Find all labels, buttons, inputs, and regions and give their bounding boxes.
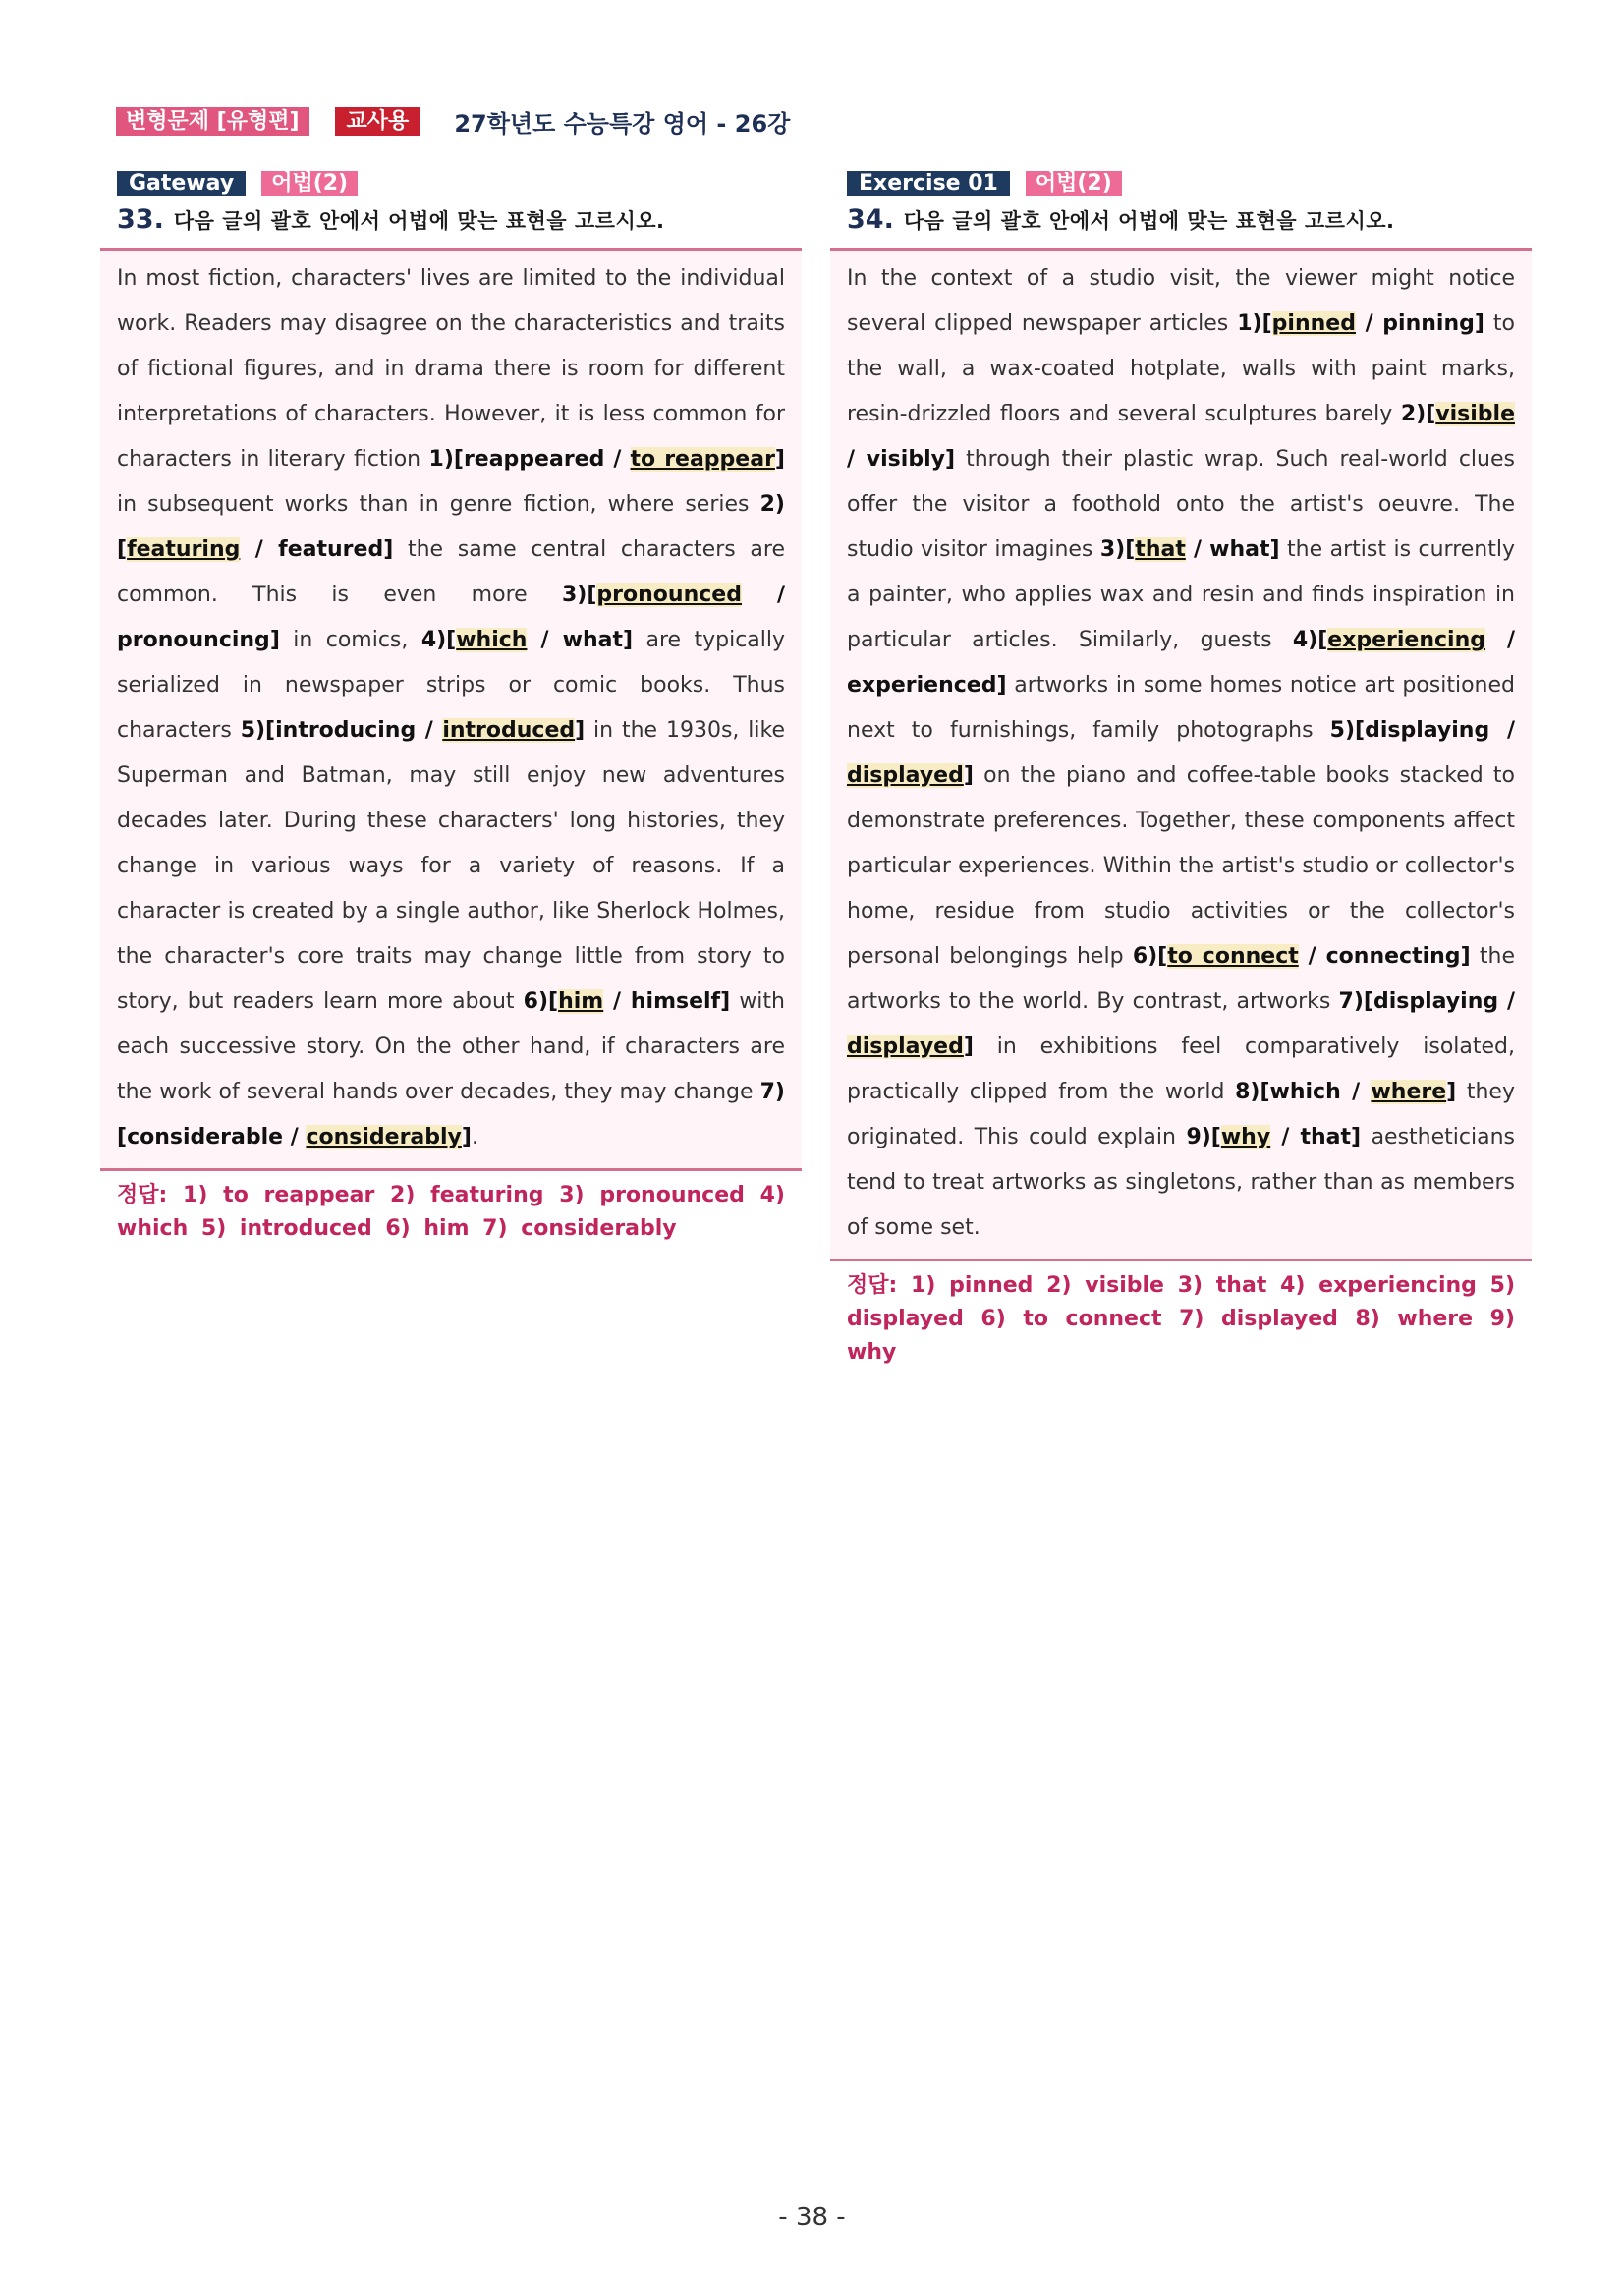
answer-key: 정답: 1) pinned 2) visible 3) that 4) experiencing 5) displayed 6) to connect 7) displayed 8) where 9) why <box>847 1273 1515 1365</box>
correct-answer: visible <box>1435 402 1515 426</box>
choice-option: ] <box>720 989 731 1014</box>
choice-option: pinning <box>1382 311 1475 336</box>
choice-option: / <box>283 1125 307 1149</box>
choice-option: / <box>527 628 563 652</box>
question-number: 33. <box>117 204 164 235</box>
passage-text: . <box>471 1125 478 1149</box>
passage-text: the artworks to the world. By contrast, artworks <box>847 944 1515 1014</box>
teacher-tag: 교사용 <box>335 107 421 136</box>
choice-option: that <box>1300 1125 1352 1149</box>
choice-option: 6)[ <box>1132 944 1168 969</box>
choice-option: ] <box>996 673 1007 698</box>
choice-option: 1)[ <box>428 447 464 472</box>
choice-option: 1)[ <box>1237 311 1272 336</box>
passage-text: in the 1930s, like Superman and Batman, may still enjoy new adventures decades later. During these characters' long histories, they change in various ways for a variety of reasons. If a character is created by a single author, like Sherlock Holmes, the character's core traits may change little from story to story, but readers learn more about <box>117 718 785 1014</box>
question-number: 34. <box>847 204 894 235</box>
choice-option: ] <box>944 447 956 472</box>
passage-text: are typically serialized in newspaper strips or comic books. Thus characters <box>117 628 786 743</box>
choice-option: 2)[ <box>117 492 785 562</box>
choice-option: / <box>847 447 867 472</box>
choice-option: ] <box>1351 1125 1362 1149</box>
choice-option: 8)[ <box>1235 1080 1270 1104</box>
passage-text: through their plastic wrap. Such real-world clues offer the visitor a foothold onto the artist's oeuvre. The studio visitor imagines <box>847 447 1515 562</box>
choice-option: / <box>1489 718 1515 743</box>
choice-option: which <box>1269 1080 1341 1104</box>
correct-answer: to connect <box>1167 944 1299 969</box>
choice-option: / <box>603 989 631 1014</box>
passage-text: In most fiction, characters' lives are limited to the individual work. Readers may disagree on the characteristics and traits of fictional figures, and in drama there is room for different interpretations of characters. However, it is less common for characters in literary fiction <box>117 266 785 472</box>
correct-answer: introduced <box>442 718 576 743</box>
choice-option: 2)[ <box>1400 402 1436 426</box>
page-number: - 38 - <box>778 2203 846 2232</box>
question-labels <box>100 171 802 196</box>
choice-option: ] <box>1474 311 1484 336</box>
choice-option: himself <box>630 989 721 1014</box>
correct-answer: experiencing <box>1327 628 1486 652</box>
passage-text: on the piano and coffee-table books stacked to demonstrate preferences. Together, these components affect particular experiences. Within the artist's studio or collector's home, residue from studio activities or the collector's personal belongings help <box>847 763 1515 969</box>
choice-option: considerable <box>127 1125 284 1149</box>
question-instruction: 다음 글의 괄호 안에서 어법에 맞는 표현을 고르시오. <box>903 209 1395 233</box>
choice-option: 3)[ <box>1099 537 1136 562</box>
choice-option: / <box>741 583 785 607</box>
choice-option: / <box>1185 537 1210 562</box>
page-header <box>116 106 790 136</box>
choice-option: 4)[ <box>420 628 457 652</box>
passage-text: the same central characters are common. This is even more <box>117 537 785 607</box>
question-title <box>830 204 1532 240</box>
choice-option: / <box>1355 311 1383 336</box>
correct-answer: that <box>1135 537 1186 562</box>
choice-option: ] <box>1269 537 1280 562</box>
grammar-label: 어법(2) <box>261 171 358 196</box>
question-labels <box>830 171 1532 196</box>
choice-option: / <box>1485 628 1515 652</box>
choice-option: ] <box>963 763 974 788</box>
choice-option: ] <box>269 628 280 652</box>
choice-option: / <box>1298 944 1326 969</box>
passage-text: in subsequent works than in genre fiction, where series <box>117 492 760 517</box>
gateway-label: Gateway <box>117 171 246 196</box>
exercise-label: Exercise 01 <box>847 171 1010 196</box>
choice-option: / <box>1498 989 1515 1014</box>
passage-text: In the context of a studio visit, the viewer might notice several clipped newspaper articles <box>847 266 1515 336</box>
choice-option: experienced <box>847 673 997 698</box>
passage-text: artworks in some homes notice art positioned next to furnishings, family photographs <box>847 673 1515 743</box>
choice-option: 9)[ <box>1186 1125 1221 1149</box>
choice-option: ] <box>774 447 785 472</box>
choice-option: ] <box>383 537 394 562</box>
choice-option: 7)[ <box>117 1080 785 1149</box>
passage-text: they originated. This could explain <box>847 1080 1515 1149</box>
choice-option: / <box>604 447 631 472</box>
choice-option: ] <box>963 1035 974 1059</box>
passage-text: to the wall, a wax-coated hotplate, walls with paint marks, resin-drizzled floors and several sculptures barely <box>847 311 1515 426</box>
question-33-column <box>100 171 802 1246</box>
choice-option: 6)[ <box>523 989 559 1014</box>
correct-answer: considerably <box>306 1125 462 1149</box>
choice-option: 5)[ <box>240 718 276 743</box>
correct-answer: to reappear <box>630 447 775 472</box>
choice-option: introducing <box>275 718 417 743</box>
choice-option: ] <box>623 628 634 652</box>
passage-text: with each successive story. On the other hand, if characters are the work of several hands over decades, they may change <box>117 989 785 1104</box>
correct-answer: displayed <box>847 763 964 788</box>
passage-text: the artist is currently a painter, who applies wax and resin and finds inspiration in particular articles. Similarly, guests <box>847 537 1515 652</box>
correct-answer: which <box>456 628 528 652</box>
header-title: 27학년도 수능특강 영어 - 26강 <box>454 109 791 138</box>
choice-option: 5)[ <box>1329 718 1366 743</box>
choice-option: ] <box>1460 944 1471 969</box>
type-tag: 변형문제 [유형편] <box>116 107 309 136</box>
grammar-label: 어법(2) <box>1026 171 1122 196</box>
choice-option: featured <box>278 537 384 562</box>
choice-option: 7)[ <box>1338 989 1373 1014</box>
choice-option: connecting <box>1325 944 1461 969</box>
choice-option: 4)[ <box>1292 628 1328 652</box>
question-title <box>100 204 802 240</box>
question-instruction: 다음 글의 괄호 안에서 어법에 맞는 표현을 고르시오. <box>173 209 665 233</box>
correct-answer: featuring <box>127 537 241 562</box>
choice-option: ] <box>1446 1080 1457 1104</box>
correct-answer: pinned <box>1271 311 1356 336</box>
passage-text: aestheticians tend to treat artworks as singletons, rather than as members of some set. <box>847 1125 1515 1240</box>
choice-option: what <box>562 628 624 652</box>
choice-option: ] <box>575 718 586 743</box>
choice-option: displaying <box>1365 718 1490 743</box>
choice-option: reappeared <box>463 447 605 472</box>
passage-text: in comics, <box>279 628 421 652</box>
correct-answer: him <box>558 989 604 1014</box>
choice-option: / <box>1270 1125 1301 1149</box>
choice-option: / <box>240 537 279 562</box>
question-34-column <box>830 171 1532 1370</box>
correct-answer: why <box>1220 1125 1271 1149</box>
choice-option: / <box>1340 1080 1372 1104</box>
correct-answer: displayed <box>847 1035 964 1059</box>
passage-box <box>100 248 802 1171</box>
choice-option: visibly <box>866 447 945 472</box>
choice-option: ] <box>461 1125 472 1149</box>
answer-key: 정답: 1) to reappear 2) featuring 3) pronounced 4) which 5) introduced 6) him 7) considerably <box>117 1183 785 1241</box>
choice-option: displaying <box>1372 989 1499 1014</box>
correct-answer: pronounced <box>596 583 742 607</box>
choice-option: pronouncing <box>117 628 270 652</box>
passage-box <box>830 248 1532 1261</box>
choice-option: 3)[ <box>562 583 597 607</box>
choice-option: what <box>1209 537 1270 562</box>
choice-option: / <box>416 718 443 743</box>
passage-text: in exhibitions feel comparatively isolated, practically clipped from the world <box>847 1035 1515 1104</box>
correct-answer: where <box>1371 1080 1447 1104</box>
